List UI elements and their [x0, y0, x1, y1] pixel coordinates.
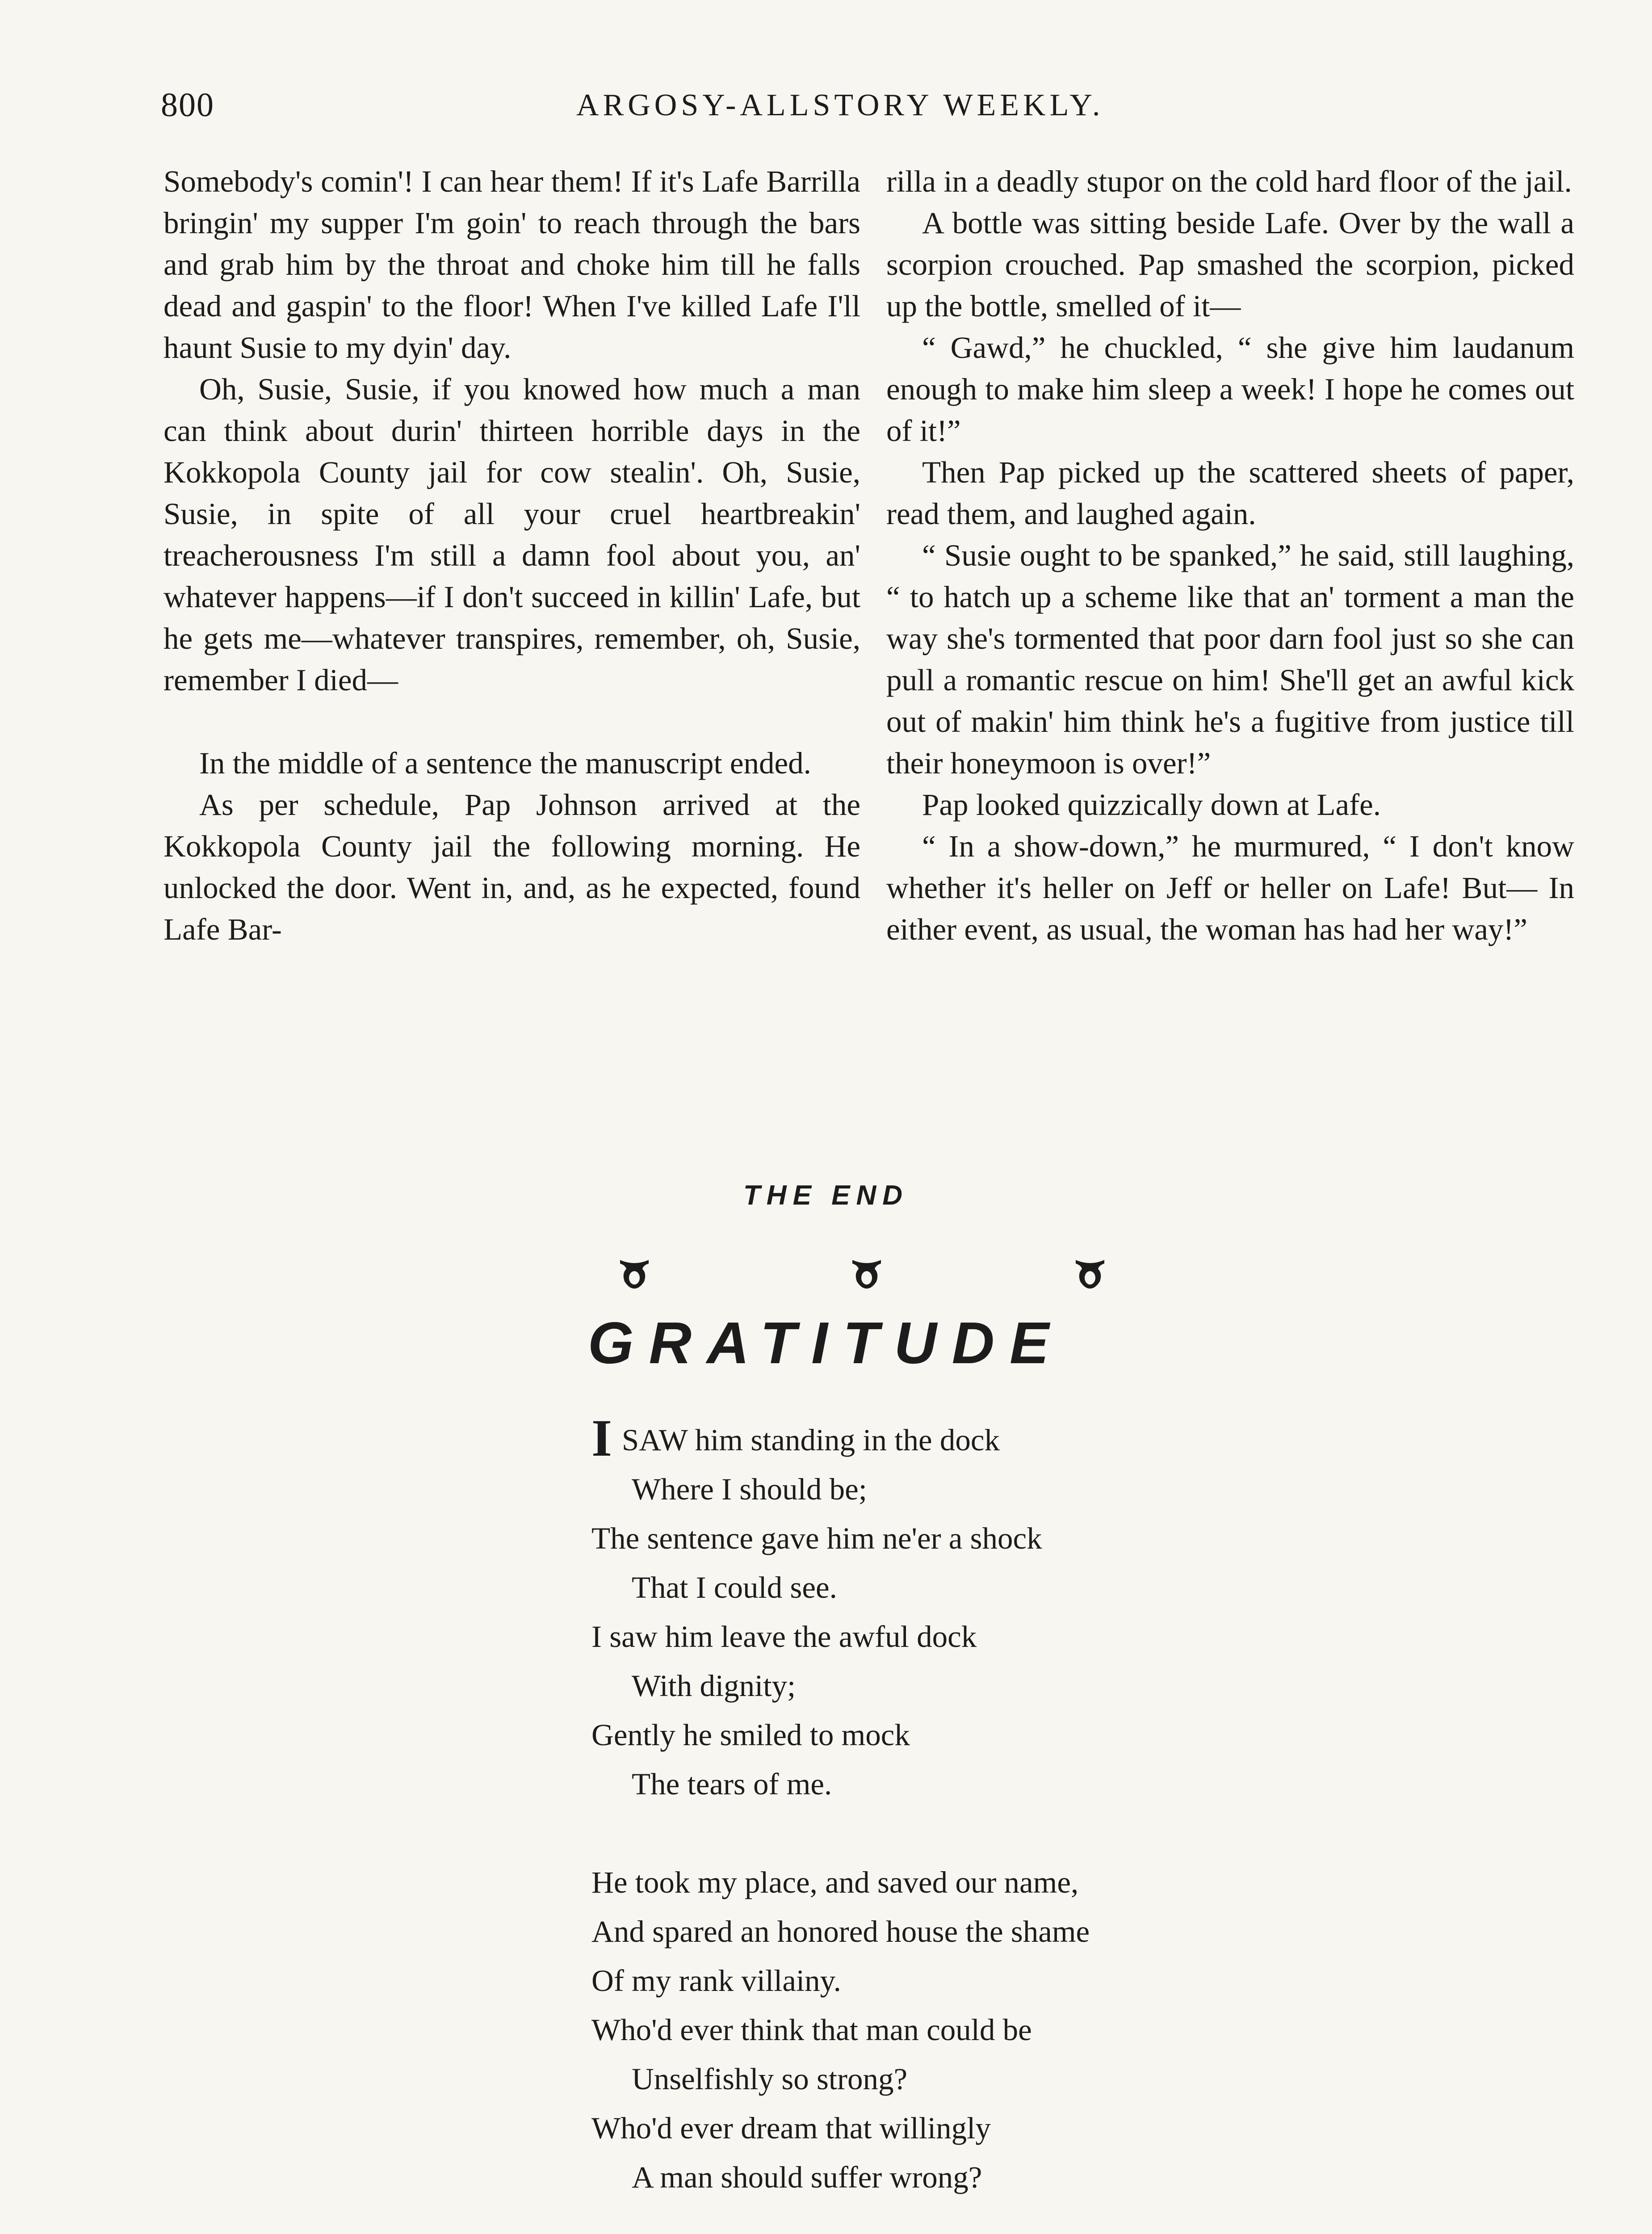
poem-line [591, 1409, 1592, 1467]
poem-line: Where I should be; [632, 1472, 867, 1506]
story-paragraph: Then Pap picked up the scattered sheets of paper, read them, and laughed again. [886, 455, 1574, 531]
story-column-left [164, 161, 860, 950]
poem-line: Gently he smiled to mock [591, 1718, 910, 1752]
story-paragraph: In the middle of a sentence the manuscript ended. [199, 746, 811, 780]
story-paragraph: Somebody's comin'! I can hear them! If it's Lafe Barrilla bringin' my supper I'm goin' to reach through the bars and grab him by the throat and choke him till he falls dead and gaspin' to the floor! When I've killed Lafe I'll haunt Susie to my dyin' day. [164, 164, 860, 365]
ornament-icon [1072, 1256, 1108, 1291]
poem-line: He took my place, and saved our name, [591, 1865, 1079, 1899]
story-paragraph: rilla in a deadly stupor on the cold hard floor of the jail. [886, 164, 1572, 198]
poem-title: GRATITUDE [587, 1310, 1065, 1376]
story-paragraph: “ Susie ought to be spanked,” he said, still laughing, “ to hatch up a scheme like that an' torment a man the way she's tormented that poor darn fool just so she can pull a romantic rescue on him! She'll get an awful kick out of makin' him think he's a fugitive from justice till their honeymoon is over!” [886, 538, 1574, 780]
story-column-right [886, 161, 1574, 950]
story-paragraph: “ In a show-down,” he murmured, “ I don't know whether it's heller on Jeff or heller on Lafe! But— In either event, as usual, the woman has had her way!” [886, 829, 1574, 946]
story-paragraph: Pap looked quizzically down at Lafe. [922, 788, 1381, 822]
section-ornaments [616, 1256, 1117, 1296]
running-head: ARGOSY-ALLSTORY WEEKLY. [576, 88, 1104, 122]
ornament-icon [849, 1256, 885, 1291]
poem-line: And spared an honored house the shame [591, 1915, 1090, 1948]
page-number: 800 [161, 86, 214, 124]
poem-line: With dignity; [632, 1669, 796, 1703]
story-paragraph: As per schedule, Pap Johnson arrived at the Kokkopola County jail the following morning. He unlocked the door. Went in, and, as he expected, found Lafe Bar- [164, 788, 860, 946]
poem-line: I saw him leave the awful dock [591, 1620, 977, 1654]
poem-line: Who'd ever dream that willingly [591, 2111, 991, 2145]
poem-stanza [591, 1409, 1592, 1809]
story-paragraph: A bottle was sitting beside Lafe. Over by the wall a scorpion crouched. Pap smashed the scorpion, picked up the bottle, smelled of it— [886, 206, 1574, 323]
poem-first-line: SAW him standing in the dock [621, 1423, 1000, 1457]
poem-line: That I could see. [632, 1571, 837, 1604]
poem-line: A man should suffer wrong? [632, 2160, 982, 2194]
poem-line: The sentence gave him ne'er a shock [591, 1521, 1042, 1555]
poem-line: Of my rank villainy. [591, 1964, 841, 1998]
ornament-icon [616, 1256, 652, 1291]
story-paragraph: “ Gawd,” he chuckled, “ she give him laudanum enough to make him sleep a week! I hope he comes out of it!” [886, 331, 1574, 448]
story-end-label: THE END [743, 1180, 909, 1211]
drop-cap: I [591, 1409, 612, 1467]
story-paragraph: Oh, Susie, Susie, if you knowed how much a man can think about durin' thirteen horrible days in the Kokkopola County jail for cow stealin'. Oh, Susie, Susie, in spite of all your cruel heartbreakin' treacherousness I'm still a damn fool about you, an' whatever happens—if I don't succeed in killin' Lafe, but he gets me—whatever transpires, remember, oh, Susie, remember I died— [164, 372, 860, 697]
poem-line: The tears of me. [632, 1767, 832, 1801]
poem-line: Who'd ever think that man could be [591, 2013, 1032, 2047]
poem-line: Unselfishly so strong? [632, 2062, 908, 2096]
poem-stanza [591, 1858, 1592, 2202]
poem-body [591, 1409, 1592, 2234]
